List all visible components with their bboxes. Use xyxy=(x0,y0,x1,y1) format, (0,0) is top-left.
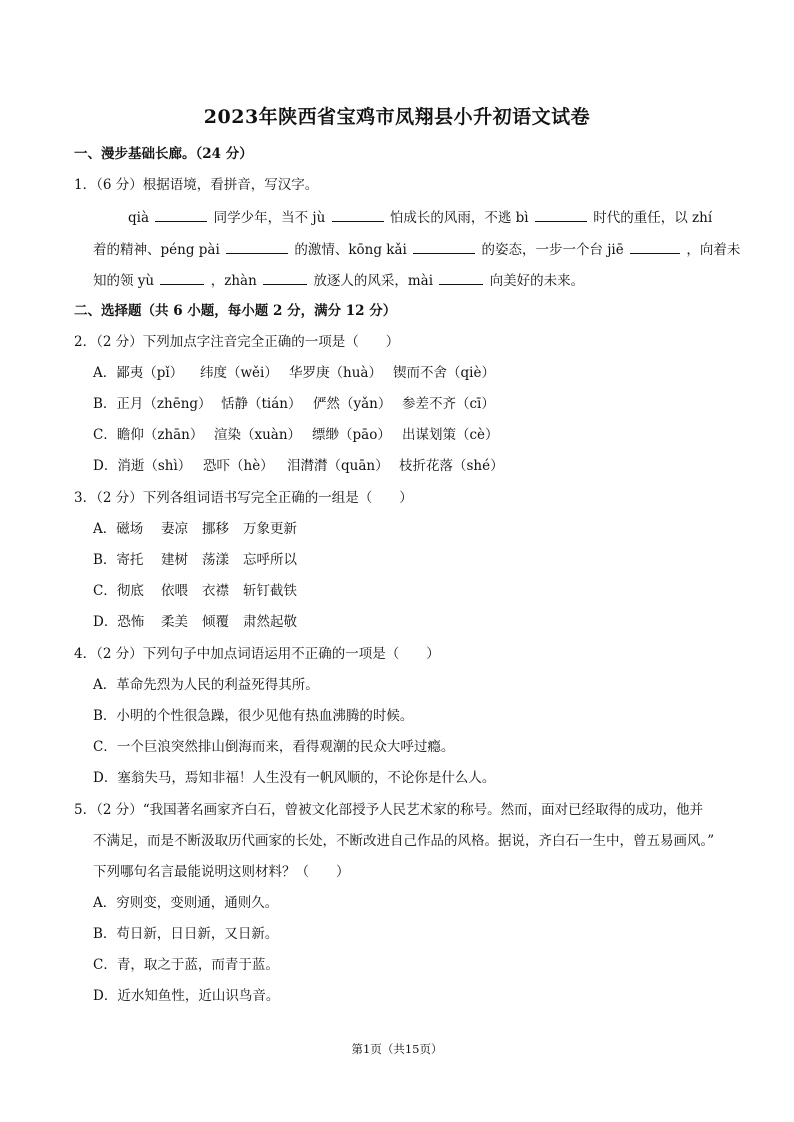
q4-option-c: C．一个巨浪突然排山倒海而来，看得观潮的民众大呼过瘾。 xyxy=(93,739,455,755)
page-title: 2023年陕西省宝鸡市凤翔县小升初语文试卷 xyxy=(203,106,591,128)
q1-l1-seg3: 怕成长的风雨，不逃 bì xyxy=(389,210,529,226)
q1-l3-seg2: ，zhàn xyxy=(210,273,257,289)
q2-option-c-3: 缥缈（pāo） xyxy=(312,427,391,443)
q5-stem-line1: 5．（2 分）“我国著名画家齐白石，曾被文化部授予人民艺术家的称号。然而，面对已经取得的成功，他并 xyxy=(74,802,704,818)
q4-option-a: A．革命先烈为人民的利益死得其所。 xyxy=(93,677,319,693)
q1-line3 xyxy=(93,270,584,290)
q5-stem-line2: 不满足，而是不断汲取历代画家的长处，不断改进自己作品的风格。据说，齐白石一生中，曾五易画风。” xyxy=(93,833,715,849)
q3-option-c-1: C．彻底 xyxy=(93,583,144,599)
q1-l3-seg3: 放逐人的风采，mài xyxy=(313,273,434,289)
q3-option-d-1: D．恐怖 xyxy=(93,614,145,630)
q2-option-b-3: 俨然（yǎn） xyxy=(313,396,392,412)
answer-blank[interactable] xyxy=(155,207,207,222)
q2-option-a-2: 纬度（wěi） xyxy=(200,365,278,381)
q2-option-d-4: 枝折花落（shé） xyxy=(399,458,504,474)
q3-option-a-3: 挪移 xyxy=(202,521,229,537)
q1-l3-seg1: 知的领 yù xyxy=(93,273,155,289)
q1-l1-seg2: 同学少年，当不 jù xyxy=(213,210,326,226)
q3-option-c-3: 衣襟 xyxy=(202,583,229,599)
q1-l3-seg4: 向美好的未来。 xyxy=(489,273,585,289)
answer-blank[interactable] xyxy=(413,239,475,254)
q2-option-b-4: 参差不齐（cī） xyxy=(402,396,495,412)
q3-option-d-4: 肃然起敬 xyxy=(243,614,297,630)
q3-option-a-1: A．磁场 xyxy=(93,521,144,537)
q3-stem: 3．（2 分）下列各组词语书写完全正确的一组是（ ） xyxy=(74,490,413,506)
q3-option-b-2: 建树 xyxy=(161,552,188,568)
q3-option-a-2: 妻凉 xyxy=(161,521,188,537)
answer-blank[interactable] xyxy=(226,239,288,254)
q3-option-c-2: 依喂 xyxy=(161,583,188,599)
q1-l2-seg4: ，向着未 xyxy=(686,242,741,258)
q2-option-c-1: C．瞻仰（zhān） xyxy=(93,427,204,443)
q4-stem: 4．（2 分）下列句子中加点词语运用不正确的一项是（ ） xyxy=(74,646,440,662)
q2-option-c-4: 出谋划策（cè） xyxy=(402,427,499,443)
q3-option-b-3: 荡漾 xyxy=(202,552,229,568)
q3-option-b-1: B．寄托 xyxy=(93,552,144,568)
q5-option-b: B．苟日新，日日新，又日新。 xyxy=(93,926,279,942)
q2-option-a-3: 华罗庚（huà） xyxy=(289,365,382,381)
q2-stem: 2．（2 分）下列加点字注音完全正确的一项是（ ） xyxy=(74,334,400,350)
answer-blank[interactable] xyxy=(160,270,204,285)
q4-option-d: D．塞翁失马，焉知非福！人生没有一帆风顺的，不论你是什么人。 xyxy=(93,770,496,786)
answer-blank[interactable] xyxy=(439,270,483,285)
q2-option-d-1: D．消逝（shì） xyxy=(93,458,192,474)
q1-l2-seg3: 的姿态，一步一个台 jiē xyxy=(481,242,624,258)
q1-line1 xyxy=(128,207,712,227)
q5-option-c: C．青，取之于蓝，而青于蓝。 xyxy=(93,957,279,973)
q1-l1-seg1: qià xyxy=(128,210,150,226)
q3-option-d-2: 柔美 xyxy=(161,614,188,630)
answer-blank[interactable] xyxy=(332,207,384,222)
answer-blank[interactable] xyxy=(263,270,307,285)
page-footer: 第1页（共15页） xyxy=(351,1042,443,1056)
q1-stem: 1．（6 分）根据语境，看拼音，写汉字。 xyxy=(74,177,319,193)
q3-option-b-4: 忘呼所以 xyxy=(243,552,297,568)
q5-option-a: A．穷则变，变则通，通则久。 xyxy=(93,895,279,911)
q4-option-b: B．小明的个性很急躁，很少见他有热血沸腾的时候。 xyxy=(93,708,414,724)
q3-option-d-3: 倾覆 xyxy=(202,614,229,630)
q2-option-a-1: A．鄙夷（pǐ） xyxy=(93,365,184,381)
q2-option-a-4: 锲而不舍（qiè） xyxy=(393,365,495,381)
q2-option-d-2: 恐吓（hè） xyxy=(203,458,274,474)
q2-option-b-1: B．正月（zhēng） xyxy=(93,396,212,412)
q1-l1-seg4: 时代的重任，以 zhí xyxy=(593,210,713,226)
q5-stem-line3: 下列哪句名言最能说明这则材料？（ ） xyxy=(93,864,350,880)
section2-heading: 二、选择题（共 6 小题，每小题 2 分，满分 12 分） xyxy=(74,303,397,319)
section1-heading: 一、漫步基础长廊。（24 分） xyxy=(74,146,253,162)
q3-option-c-4: 斩钉截铁 xyxy=(243,583,297,599)
answer-blank[interactable] xyxy=(630,239,680,254)
q1-line2 xyxy=(93,239,740,259)
q5-option-d: D．近水知鱼性，近山识鸟音。 xyxy=(93,988,280,1004)
q1-l2-seg1: 着的精神、péng pài xyxy=(93,242,220,258)
q2-option-c-2: 渲染（xuàn） xyxy=(214,427,302,443)
q2-option-d-3: 泪潸潸（quān） xyxy=(287,458,389,474)
q1-l2-seg2: 的激情、kōng kǎi xyxy=(294,242,407,258)
q3-option-a-4: 万象更新 xyxy=(243,521,297,537)
answer-blank[interactable] xyxy=(535,207,587,222)
q2-option-b-2: 恬静（tián） xyxy=(221,396,302,412)
